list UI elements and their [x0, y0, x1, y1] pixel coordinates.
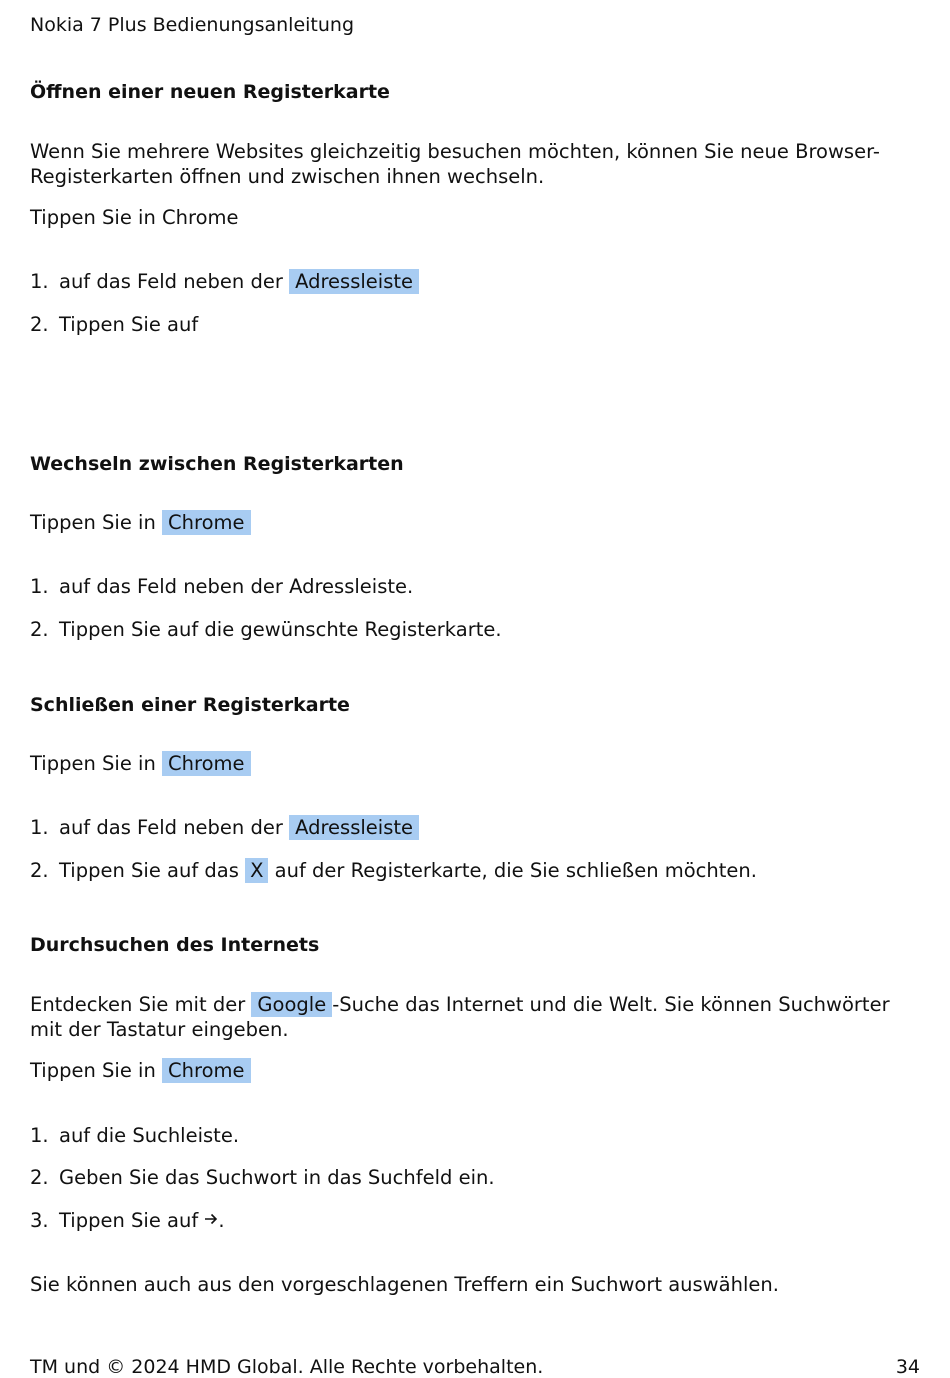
arrow-right-icon [204, 1210, 218, 1229]
highlight-address-bar: Adressleiste [289, 269, 419, 294]
list-item [30, 1209, 225, 1232]
section-intro: Wenn Sie mehrere Websites gleichzeitig besuchen möchten, können Sie neue Browser-Registerkarten öffnen und zwischen ihnen wechseln. [30, 140, 880, 188]
list-text: Tippen Sie auf [59, 1209, 199, 1232]
lead-text [30, 511, 251, 534]
list-number: 2. [30, 618, 49, 641]
lead-label: Tippen Sie in [30, 511, 156, 534]
list-text: Geben Sie das Suchwort in das Suchfeld ein. [59, 1166, 495, 1189]
footer-copyright: TM und © 2024 HMD Global. Alle Rechte vorbehalten. [30, 1356, 544, 1378]
list-item [30, 270, 419, 293]
list-item [30, 1124, 239, 1147]
list-number: 1. [30, 575, 49, 598]
list-item [30, 816, 419, 839]
highlight-address-bar: Adressleiste [289, 815, 419, 840]
section-outro: Sie können auch aus den vorgeschlagenen Treffern ein Suchwort auswählen. [30, 1273, 779, 1296]
page-header: Nokia 7 Plus Bedienungsanleitung [30, 14, 355, 36]
manual-page [30, 0, 920, 1378]
list-number: 2. [30, 1166, 49, 1189]
highlight-chrome: Chrome [162, 1058, 251, 1083]
highlight-chrome: Chrome [162, 751, 251, 776]
list-item [30, 1166, 495, 1189]
list-number: 1. [30, 816, 49, 839]
list-text: auf der Registerkarte, die Sie schließen möchten. [274, 859, 757, 882]
lead-label: Tippen Sie in [30, 1059, 156, 1082]
intro-text: Entdecken Sie mit der [30, 993, 246, 1016]
list-item [30, 859, 757, 882]
list-item [30, 618, 502, 641]
lead-text [30, 752, 251, 775]
list-text: auf die Suchleiste. [59, 1124, 240, 1147]
list-number: 2. [30, 313, 49, 336]
highlight-google: Google [251, 992, 332, 1017]
section-heading-switch-tabs: Wechseln zwischen Registerkarten [30, 453, 404, 475]
section-heading-new-tab: Öffnen einer neuen Registerkarte [30, 81, 390, 103]
lead-text [30, 1059, 251, 1082]
list-number: 1. [30, 270, 49, 293]
list-text: auf das Feld neben der [59, 816, 283, 839]
list-text: Tippen Sie auf die gewünschte Registerkarte. [59, 618, 502, 641]
list-number: 1. [30, 1124, 49, 1147]
highlight-chrome: Chrome [162, 510, 251, 535]
lead-text: Tippen Sie in Chrome [30, 206, 239, 229]
list-number: 2. [30, 859, 49, 882]
section-heading-search: Durchsuchen des Internets [30, 934, 320, 956]
list-item [30, 575, 413, 598]
list-item [30, 313, 198, 336]
intro-text: -Suche das Internet und die Welt. Sie können Suchwörter mit der Tastatur eingeben. [30, 993, 890, 1041]
page-number: 34 [895, 1356, 920, 1378]
list-number: 3. [30, 1209, 49, 1232]
list-text-end: . [218, 1209, 225, 1232]
highlight-close-x: X [245, 858, 268, 883]
list-text: Tippen Sie auf [59, 313, 199, 336]
section-intro [30, 992, 920, 1042]
list-text: auf das Feld neben der Adressleiste. [59, 575, 414, 598]
list-text: Tippen Sie auf das [59, 859, 239, 882]
lead-label: Tippen Sie in [30, 752, 156, 775]
list-text: auf das Feld neben der [59, 270, 283, 293]
section-heading-close-tab: Schließen einer Registerkarte [30, 694, 350, 716]
